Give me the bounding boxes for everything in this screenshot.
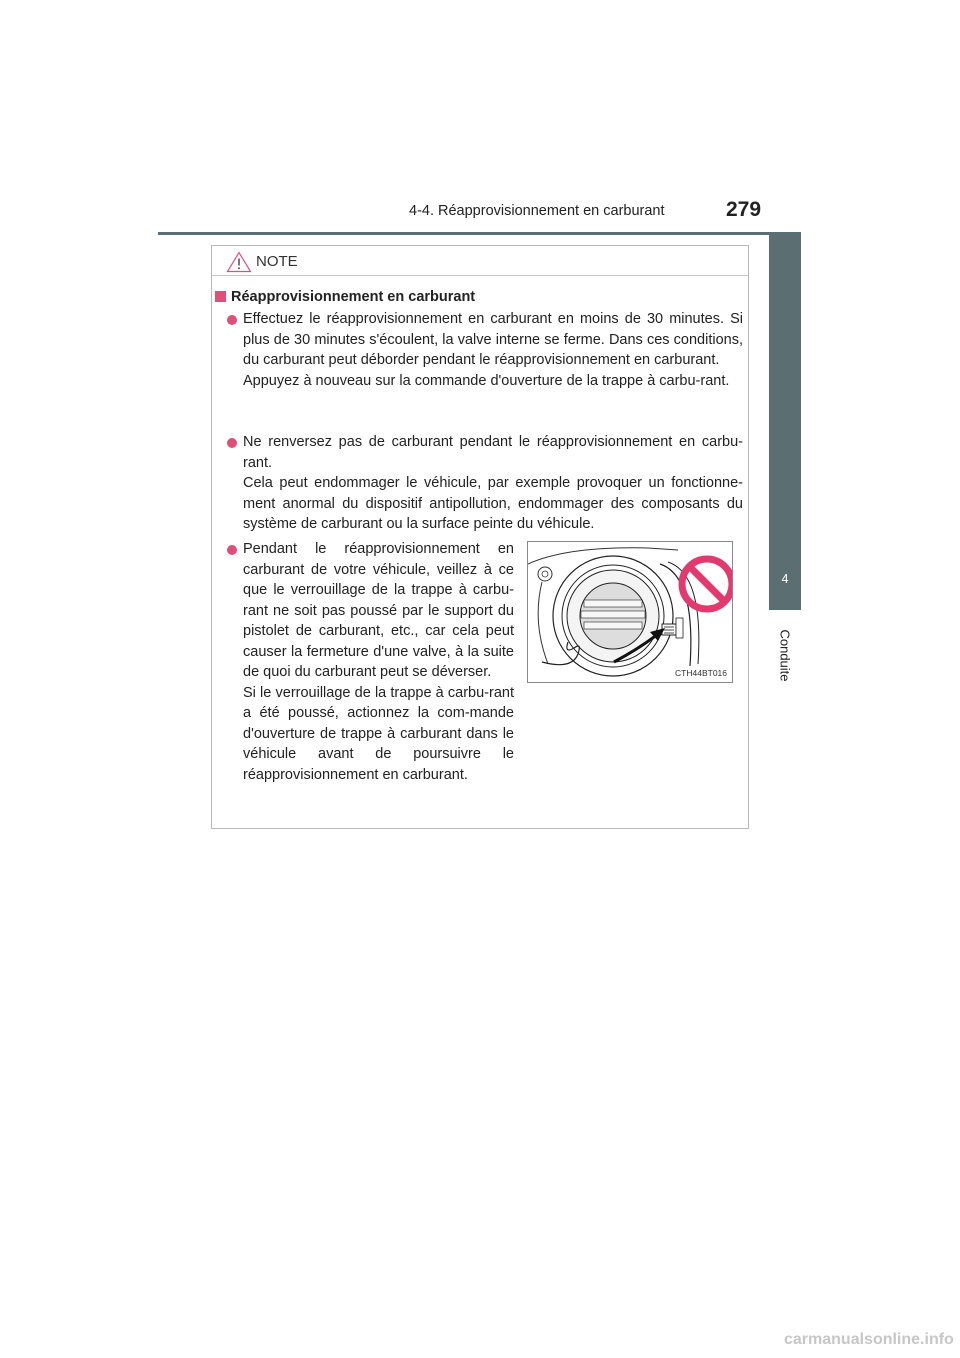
bullet-text-3: Pendant le réapprovisionnement en carburant de votre véhicule, veillez à ce que le verrouillage de la trappe à carbu-rant ne soit pas poussé par le support du pistolet de carburant, etc., car cela peut causer la fermeture d'une valve, à la suite de quoi du carburant peut se déverser. Si le verrouillage de la trappe à carbu-rant a été poussé, actionnez la com-mande d'ouverture de trappe à carburant dans le véhicule avant de poursuivre le réapprovisionnement en carburant. — [243, 541, 514, 783]
note-title: NOTE — [256, 253, 298, 270]
square-bullet-icon — [215, 291, 226, 302]
fuel-door-figure — [527, 541, 733, 683]
figure-code: CTH44BT016 — [675, 668, 727, 678]
bullet-text-2: Ne renversez pas de carburant pendant le réapprovisionnement en carbu-rant. Cela peut endommager le véhicule, par exemple provoquer un fonctionne-ment anormal du dispositif antipollution, endommager des composants du système de carburant ou la surface peinte du véhicule. — [243, 434, 743, 532]
bullet-text-1: Effectuez le réapprovisionnement en carburant en moins de 30 minutes. Si plus de 30 minutes s'écoulent, la valve interne se ferme. Dans ces conditions, du carburant peut déborder pendant le réapprovisionnement en carburant. Appuyez à nouveau sur la commande d'ouverture de la trappe à carbu-rant. — [243, 311, 743, 389]
watermark: carmanualsonline.info — [784, 1331, 954, 1348]
note-header — [212, 246, 748, 276]
chapter-label: Conduite — [777, 629, 793, 682]
warning-triangle-icon — [226, 251, 252, 273]
bullet-dot-icon — [227, 315, 237, 325]
chapter-tab — [769, 235, 801, 610]
bullet-dot-icon — [227, 438, 237, 448]
note-section-title — [215, 289, 475, 305]
header-section-title: 4-4. Réapprovisionnement en carburant — [409, 203, 665, 219]
bullet-dot-icon — [227, 545, 237, 555]
header-rule — [158, 232, 801, 235]
page-number: 279 — [726, 198, 762, 221]
note-section-title-text: Réapprovisionnement en carburant — [231, 289, 476, 305]
chapter-number: 4 — [781, 572, 789, 586]
prohibited-icon — [682, 559, 732, 609]
fuel-door-illustration — [528, 542, 733, 683]
